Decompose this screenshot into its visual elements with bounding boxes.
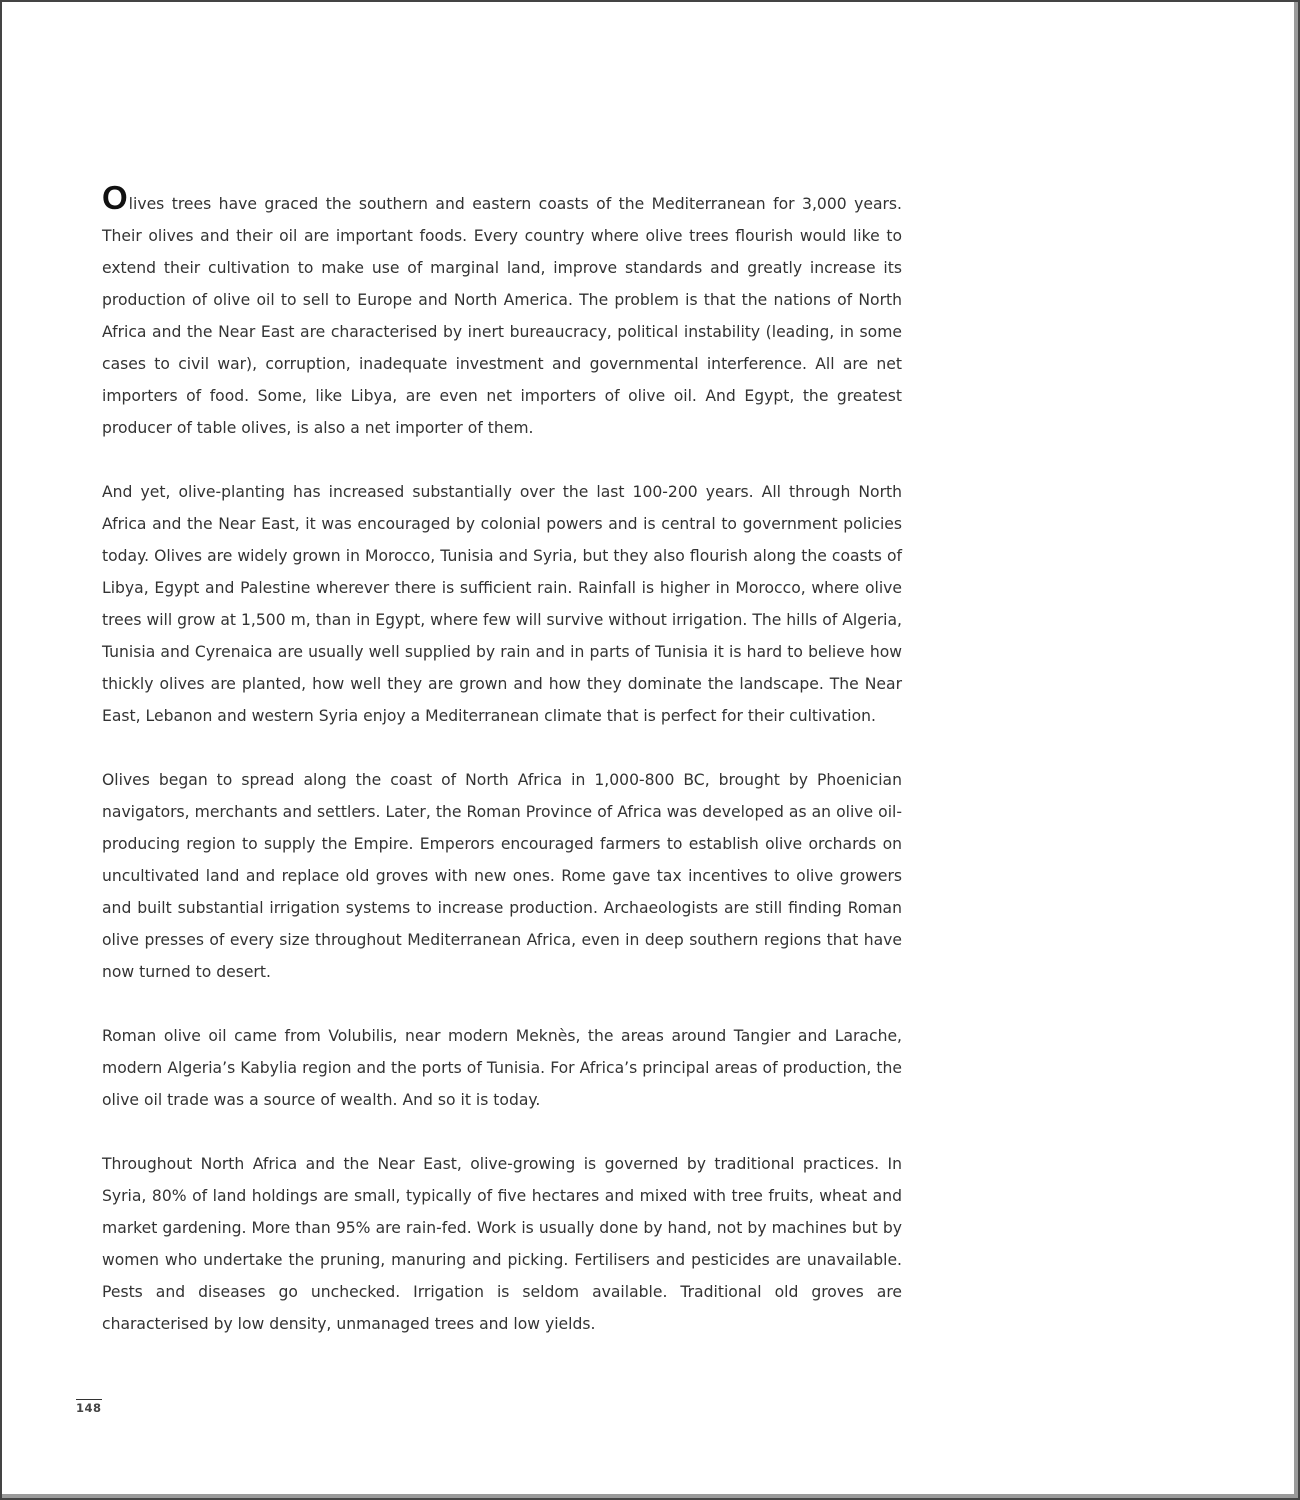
page-number: 148 xyxy=(76,1401,102,1415)
paragraph-4: Roman olive oil came from Volubilis, near modern Meknès, the areas around Tangier and Larache, modern Algeria’s Kabylia region and the ports of Tunisia. For Africa’s principal areas of production, the olive oil trade was a source of wealth. And so it is today. xyxy=(102,1027,902,1109)
paragraph-5: Throughout North Africa and the Near East, olive-growing is governed by traditional practices. In Syria, 80% of land holdings are small, typically of five hectares and mixed with tree fruits, wheat and market gardening. More than 95% are rain-fed. Work is usually done by hand, not by machines but by women who undertake the pruning, manuring and picking. Fertilisers and pesticides are unavailable. Pests and diseases go unchecked. Irrigation is seldom available. Traditional old groves are characterised by low density, unmanaged trees and low yields. xyxy=(102,1155,902,1333)
article-body xyxy=(102,179,902,1372)
paragraph-3: Olives began to spread along the coast of North Africa in 1,000-800 BC, brought by Phoenician navigators, merchants and settlers. Later, the Roman Province of Africa was developed as an olive oil-producing region to supply the Empire. Emperors encouraged farmers to establish olive orchards on uncultivated land and replace old groves with new ones. Rome gave tax incentives to olive growers and built substantial irrigation systems to increase production. Archaeologists are still finding Roman olive presses of every size throughout Mediterranean Africa, even in deep southern regions that have now turned to desert. xyxy=(102,771,902,981)
drop-cap: O xyxy=(102,179,128,216)
paragraph-1-text: lives trees have graced the southern and eastern coasts of the Mediterranean for 3,000 years. Their olives and their oil are important foods. Every country where olive trees flourish would like to extend their cultivation to make use of marginal land, improve standards and greatly increase its production of olive oil to sell to Europe and North America. The problem is that the nations of North Africa and the Near East are characterised by inert bureaucracy, political instability (leading, in some cases to civil war), corruption, inadequate investment and governmental interference. All are net importers of food. Some, like Libya, are even net importers of olive oil. And Egypt, the greatest producer of table olives, is also a net importer of them. xyxy=(102,195,902,437)
paragraph-1 xyxy=(102,179,902,444)
paragraph-2: And yet, olive-planting has increased substantially over the last 100-200 years. All through North Africa and the Near East, it was encouraged by colonial powers and is central to government policies today. Olives are widely grown in Morocco, Tunisia and Syria, but they also flourish along the coasts of Libya, Egypt and Palestine wherever there is sufficient rain. Rainfall is higher in Morocco, where olive trees will grow at 1,500 m, than in Egypt, where few will survive without irrigation. The hills of Algeria, Tunisia and Cyrenaica are usually well supplied by rain and in parts of Tunisia it is hard to believe how thickly olives are planted, how well they are grown and how they dominate the landscape. The Near East, Lebanon and western Syria enjoy a Mediterranean climate that is perfect for their cultivation. xyxy=(102,483,902,725)
